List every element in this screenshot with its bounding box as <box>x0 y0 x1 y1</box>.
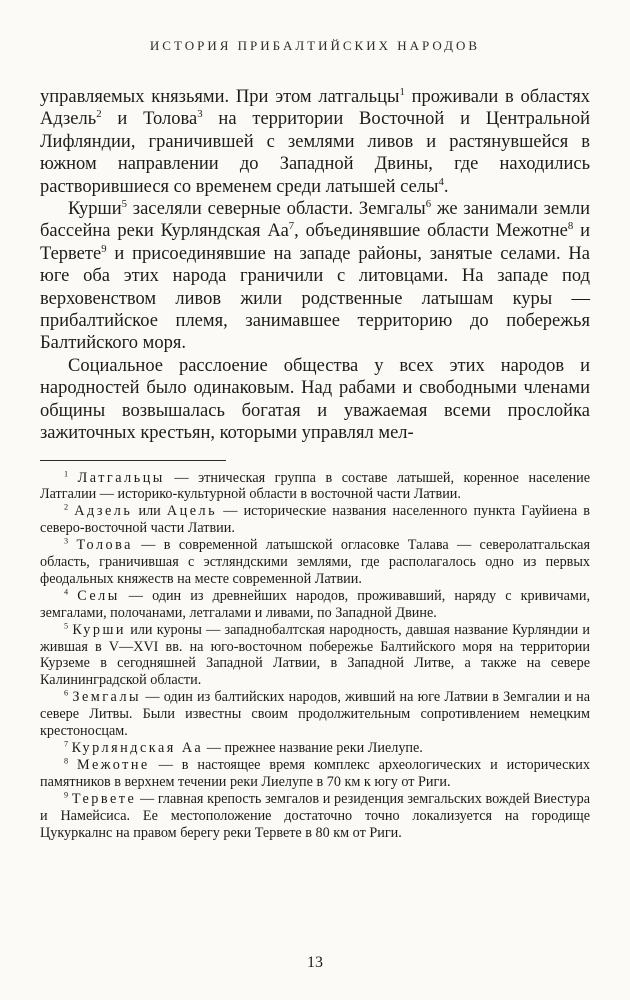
text-run: же занимали земли бассейна реки Курляндская Аа <box>40 199 590 242</box>
footnote-term: Латгальцы <box>77 469 165 486</box>
running-header: ИСТОРИЯ ПРИБАЛТИЙСКИХ НАРОДОВ <box>149 38 481 53</box>
footnote-ref: 9 <box>101 242 107 255</box>
text-run: и присоединявшие на западе районы, занятые селами. На юге оба этих народа граничили с литовцами. На западе под верховенством ливов жили родственные латышам куры — прибалтийское племя, занимавшее территорию до побережья Балтийского моря. <box>40 243 590 354</box>
footnote <box>40 689 590 740</box>
footnote <box>40 503 590 537</box>
text-run <box>68 757 77 773</box>
footnote-ref: 3 <box>197 108 203 121</box>
text-run: — главная крепость земгалов и резиденция земгальских вождей Виестура и Намейсиса. Ее местоположение достаточно точно локализуется на городище Цукуркалнс на правом берегу реки Тервете в 80 км от Риги. <box>40 790 590 841</box>
footnote-term: Межотне <box>77 756 150 773</box>
text-run: заселяли северные области. Земгалы <box>126 199 426 220</box>
footnote-ref: 7 <box>64 739 69 749</box>
text-run: — этническая группа в составе латышей, коренное население Латгалии — историко-культурной области в восточной части Латвии. <box>40 469 591 503</box>
text-run: проживали в областях Адзель <box>40 87 591 130</box>
footnote-ref: 3 <box>64 536 69 546</box>
paragraph <box>40 355 590 445</box>
footnote-ref: 6 <box>425 197 432 210</box>
footnote-ref: 4 <box>438 175 444 188</box>
paragraph <box>40 198 590 355</box>
footnote-ref: 5 <box>121 197 127 210</box>
footnote <box>40 537 590 588</box>
text-run: на территории Восточной и Центральной Лифляндии, граничившей с землями ливов и растянувшейся в южном направлении до Западной Двины, где находились растворившиеся со временем среди латышей селы <box>40 109 590 197</box>
text-run: и Тервете <box>40 221 590 264</box>
footnote-ref: 1 <box>399 85 405 98</box>
text-run: Курши <box>68 199 122 220</box>
footnote-ref: 8 <box>567 220 574 233</box>
footnote-term: Курши <box>72 621 126 638</box>
footnote-term: Курляндская Аа <box>71 740 204 756</box>
footnote-ref: 6 <box>64 688 69 698</box>
footnotes <box>40 470 590 842</box>
text-run: — один из балтийских народов, живший на юге Латвии в Земгалии и на севере Литвы. Были известны своим продолжительным сопротивлением немецким крестоносцам. <box>40 689 591 740</box>
text-run: или куроны — западнобалтская народность, давшая название Курляндии и жившая в V—XVI вв. на юго-восточном побережье Балтийского моря на территории Курземе в сегодняшней Западной Латвии, в Западной Литве, а также на севере Калининградской области. <box>40 621 591 689</box>
body-text <box>40 86 590 445</box>
footnote <box>40 757 590 791</box>
footnote-ref: 2 <box>96 108 102 121</box>
text-run: — в настоящее время комплекс археологических и исторических памятников в верхнем течении реки Лиелупе в 70 км к югу от Риги. <box>40 756 590 790</box>
text-run: — один из древнейших народов, проживавший, наряду с кривичами, земгалами, полочанами, летгалами и ливами, по Западной Двине. <box>40 587 591 621</box>
footnote <box>40 470 590 504</box>
footnote <box>40 740 590 757</box>
footnote-term: Селы <box>77 587 120 604</box>
footnote-term: Ацель <box>166 503 218 520</box>
page-number: 13 <box>307 954 323 971</box>
footnote-term: Толова <box>76 537 133 554</box>
text-run: — исторические названия населенного пункта Гауйиена в северо-восточной части Латвии. <box>40 503 591 537</box>
text-run: — прежнее название реки Лиелупе. <box>203 740 423 756</box>
footnote-ref: 1 <box>64 468 69 478</box>
footnote-ref: 7 <box>288 220 295 233</box>
text-run: или <box>132 503 167 520</box>
page-content <box>40 86 590 841</box>
footnote-term: Адзель <box>74 503 133 520</box>
footnote <box>40 588 590 622</box>
footnote-ref: 2 <box>64 502 69 512</box>
text-run: . <box>443 176 449 197</box>
footnote-ref: 8 <box>64 756 69 766</box>
footnote <box>40 791 590 842</box>
footnote-ref: 4 <box>64 587 69 597</box>
text-run: — в современной латышской огласовке Талава — северолатгальская область, граничившая с эстляндскими землями, где располагалось одно из первых феодальных княжеств на месте современной Латвии. <box>40 537 591 587</box>
footnote-separator <box>40 460 226 461</box>
footnote <box>40 622 590 690</box>
footnote-term: Тервете <box>71 790 137 807</box>
text-run: Социальное расслоение общества у всех этих народов и народностей было одинаковым. Над рабами и свободными членами общины возвышалась богатая и уважаемая всеми прослойка зажиточных крестьян, которыми управлял мел- <box>40 355 590 444</box>
footnote-ref: 9 <box>64 789 69 799</box>
text-run <box>68 588 77 604</box>
footnote-ref: 5 <box>64 620 69 630</box>
paragraph <box>40 86 590 198</box>
text-run <box>68 470 78 486</box>
footnote-term: Земгалы <box>72 689 142 706</box>
text-run: управляемых князьями. При этом латгальцы <box>40 87 400 107</box>
text-run: и Толова <box>101 109 198 130</box>
text-run: , объединявшие области Межотне <box>294 221 568 242</box>
